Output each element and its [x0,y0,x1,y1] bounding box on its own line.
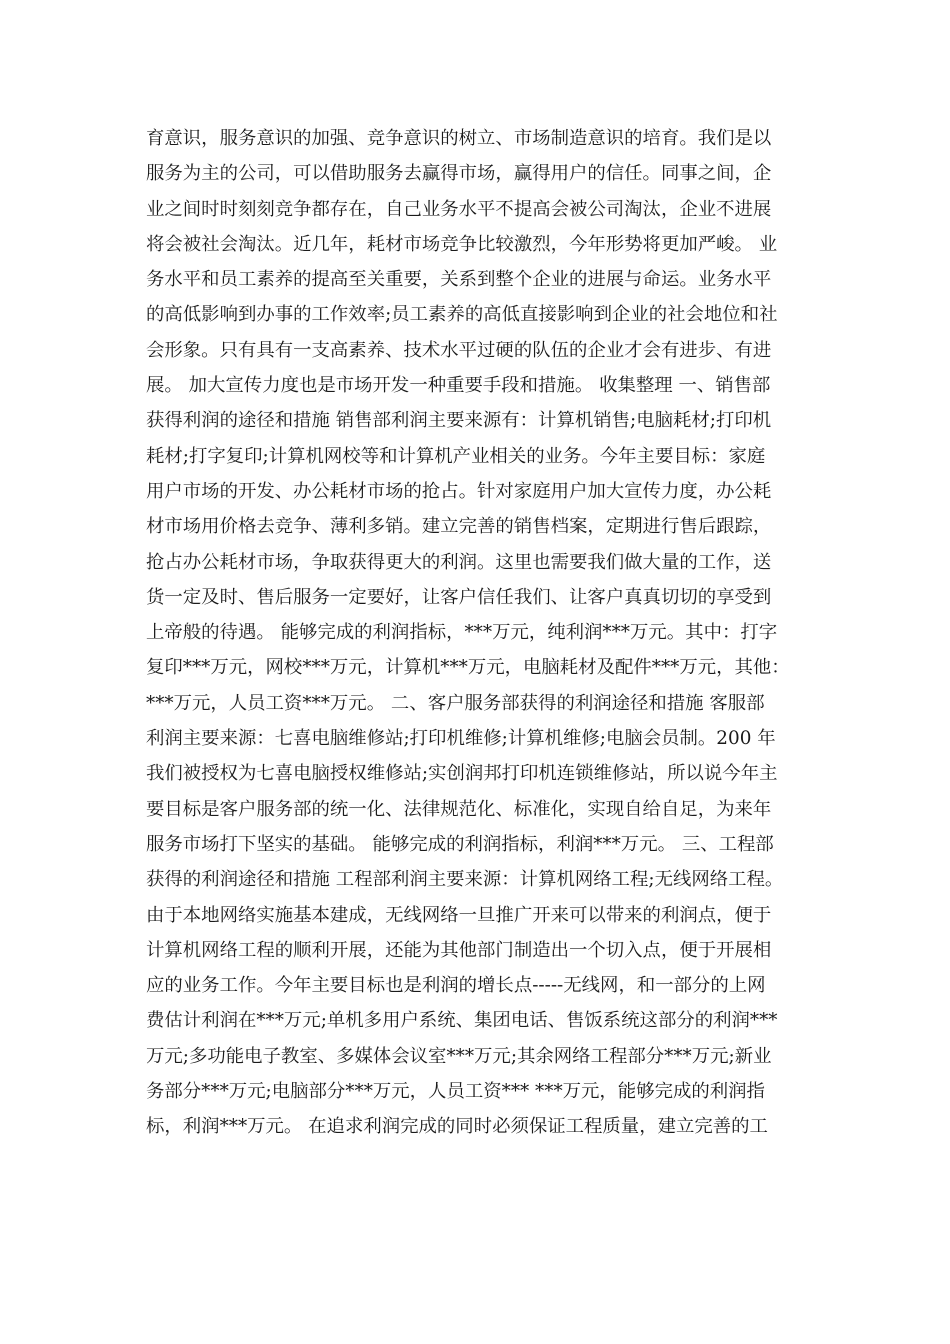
text-line: 获得的利润途径和措施 工程部利润主要来源：计算机网络工程;无线网络工程。 [146,869,784,891]
text-line: 获得利润的途径和措施 销售部利润主要来源有：计算机销售;电脑耗材;打印机 [146,410,772,432]
text-line: ***万元，人员工资***万元。 二、客户服务部获得的利润途径和措施 客服部 [146,692,765,714]
text-line: 务水平和员工素养的提高至关重要，关系到整个企业的进展与命运。业务水平 [146,269,772,291]
text-line: 展。 加大宣传力度也是市场开发一种重要手段和措施。 收集整理 一、销售部 [146,375,771,397]
text-line: 标，利润***万元。 在追求利润完成的同时必须保证工程质量，建立完善的工 [146,1116,768,1138]
text-line: 耗材;打字复印;计算机网校等和计算机产业相关的业务。今年主要目标：家庭 [146,445,766,467]
body-text [146,121,816,1145]
text-line: 复印***万元，网校***万元，计算机***万元，电脑耗材及配件***万元，其他： [146,657,790,679]
text-line: 用户市场的开发、办公耗材市场的抢占。针对家庭用户加大宣传力度，办公耗 [146,480,772,502]
text-line: 服务为主的公司，可以借助服务去赢得市场，赢得用户的信任。同事之间，企 [146,163,772,185]
text-line: 费估计利润在***万元;单机多用户系统、集团电话、售饭系统这部分的利润*** [146,1010,778,1032]
text-line: 务部分***万元;电脑部分***万元，人员工资*** ***万元，能够完成的利润指 [146,1081,765,1103]
text-line: 业之间时时刻刻竞争都存在，自己业务水平不提高会被公司淘汰，企业不进展 [146,198,772,220]
text-line: 服务市场打下坚实的基础。 能够完成的利润指标，利润***万元。 三、工程部 [146,833,774,855]
text-line: 抢占办公耗材市场，争取获得更大的利润。这里也需要我们做大量的工作，送 [146,551,772,573]
text-line: 利润主要来源：七喜电脑维修站;打印机维修;计算机维修;电脑会员制。200 年 [146,728,776,750]
text-line: 由于本地网络实施基本建成，无线网络一旦推广开来可以带来的利润点，便于 [146,904,772,926]
text-line: 上帝般的待遇。 能够完成的利润指标，***万元，纯利润***万元。其中：打字 [146,622,778,644]
text-line: 的高低影响到办事的工作效率;员工素养的高低直接影响到企业的社会地位和社 [146,304,778,326]
text-line: 计算机网络工程的顺利开展，还能为其他部门制造出一个切入点，便于开展相 [146,939,772,961]
text-line: 要目标是客户服务部的统一化、法律规范化、标准化，实现自给自足，为来年 [146,798,772,820]
text-line: 货一定及时、售后服务一定要好，让客户信任我们、让客户真真切切的享受到 [146,586,772,608]
text-line: 会形象。只有具有一支高素养、技术水平过硬的队伍的企业才会有进步、有进 [146,339,772,361]
text-line: 万元;多功能电子教室、多媒体会议室***万元;其余网络工程部分***万元;新业 [146,1045,772,1067]
text-line: 育意识，服务意识的加强、竞争意识的树立、市场制造意识的培育。我们是以 [146,128,772,149]
text-line: 材市场用价格去竞争、薄利多销。建立完善的销售档案，定期进行售后跟踪， [146,516,772,538]
text-line: 将会被社会淘汰。近几年，耗材市场竞争比较激烈，今年形势将更加严峻。 业 [146,233,778,255]
text-line: 应的业务工作。今年主要目标也是利润的增长点-----无线网，和一部分的上网 [146,975,766,997]
text-line: 我们被授权为七喜电脑授权维修站;实创润邦打印机连锁维修站，所以说今年主 [146,763,778,785]
